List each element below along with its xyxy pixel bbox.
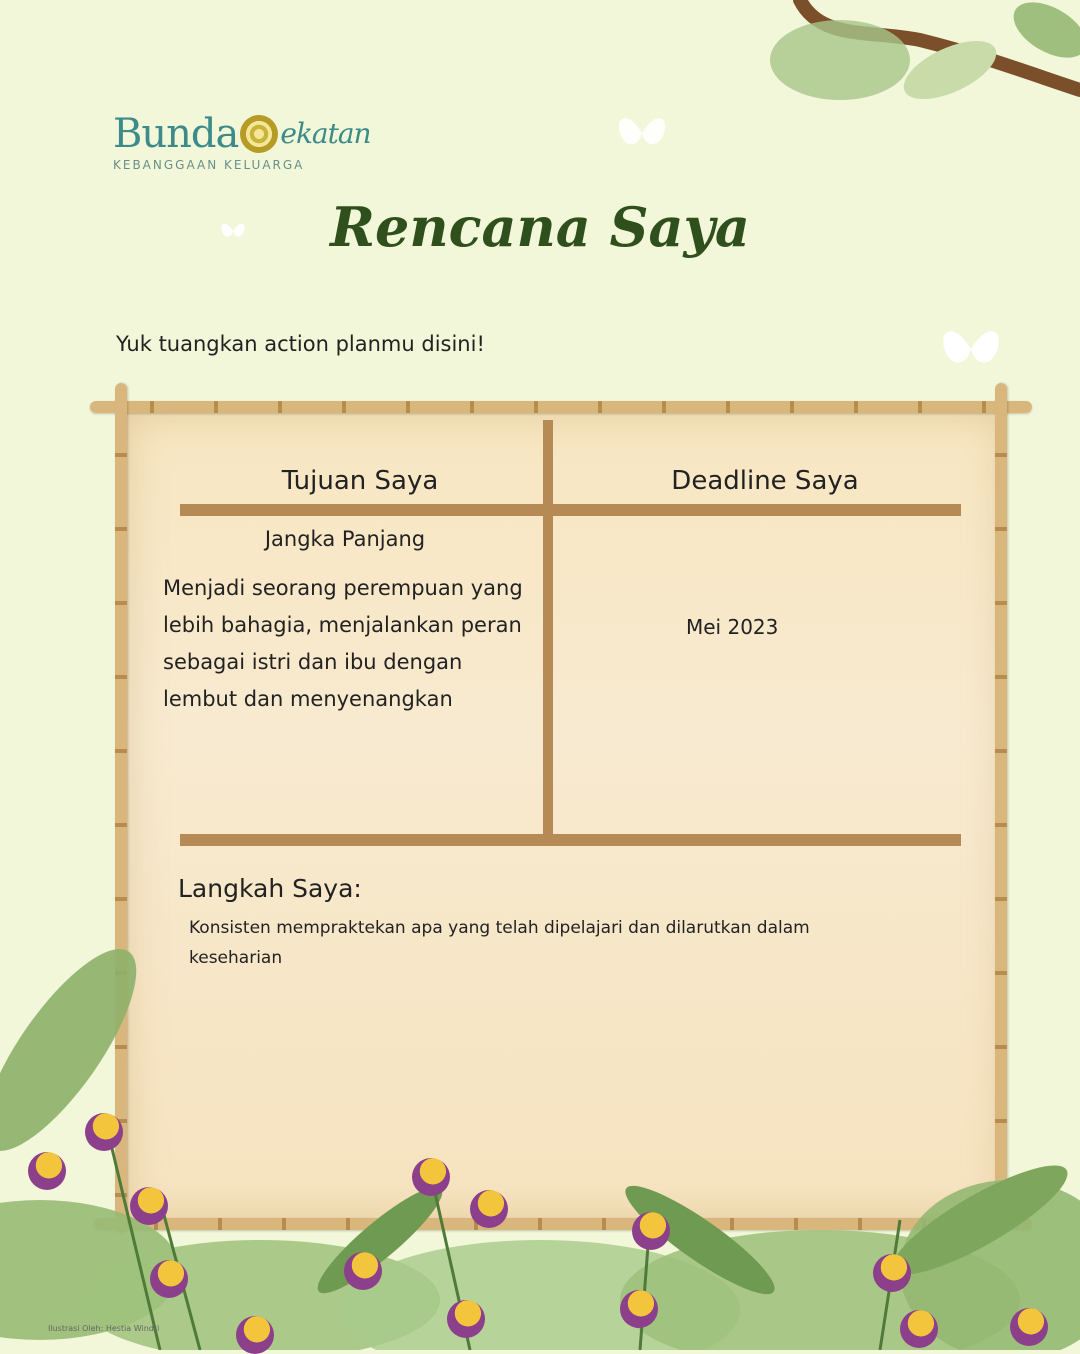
butterfly-icon: [612, 108, 672, 158]
flower-icon: [236, 1316, 274, 1354]
flower-icon: [447, 1300, 485, 1338]
bamboo-top-rail: [90, 401, 1032, 413]
flower-icon: [900, 1310, 938, 1348]
goal-text: Menjadi seorang perempuan yang lebih bahagia, menjalankan peran sebagai istri dan ibu dengan lembut dan menyenangkan: [163, 576, 523, 711]
table-bottom-divider: [180, 834, 961, 846]
flower-icon: [1010, 1308, 1048, 1346]
flower-icon: [620, 1290, 658, 1328]
steps-heading: Langkah Saya:: [178, 874, 362, 903]
brand-name-part1: Bunda: [113, 111, 239, 157]
flower-icon: [130, 1187, 168, 1225]
steps-text: Konsisten mempraktekan apa yang telah dipelajari dan dilarutkan dalam keseharian: [189, 918, 810, 968]
goal-column-header: Tujuan Saya: [281, 466, 439, 496]
butterfly-icon: [935, 318, 1007, 380]
intro-text: Yuk tuangkan action planmu disini!: [116, 332, 485, 356]
table-column-divider: [543, 420, 553, 834]
flower-icon: [412, 1158, 450, 1196]
branch-leaves-decoration: [760, 0, 1080, 140]
flower-icon: [150, 1260, 188, 1298]
brand-logo: [113, 112, 371, 172]
goal-term-label: Jangka Panjang: [264, 527, 426, 551]
swirl-logo-icon: [240, 115, 278, 153]
flower-icon: [470, 1190, 508, 1228]
deadline-text: Mei 2023: [686, 615, 779, 639]
flower-icon: [632, 1212, 670, 1250]
brand-name-part2: ekatan: [280, 117, 371, 150]
flower-icon: [873, 1254, 911, 1292]
flower-icon: [85, 1113, 123, 1151]
page-title: Rencana Saya: [330, 195, 750, 259]
flower-icon: [28, 1152, 66, 1190]
deadline-column-header: Deadline Saya: [671, 466, 859, 496]
brand-tagline: KEBANGGAAN KELUARGA: [113, 158, 305, 172]
flower-icon: [344, 1252, 382, 1290]
table-header-divider: [180, 504, 961, 516]
illustration-credit: Ilustrasi Oleh: Hestia Windri: [48, 1324, 160, 1333]
